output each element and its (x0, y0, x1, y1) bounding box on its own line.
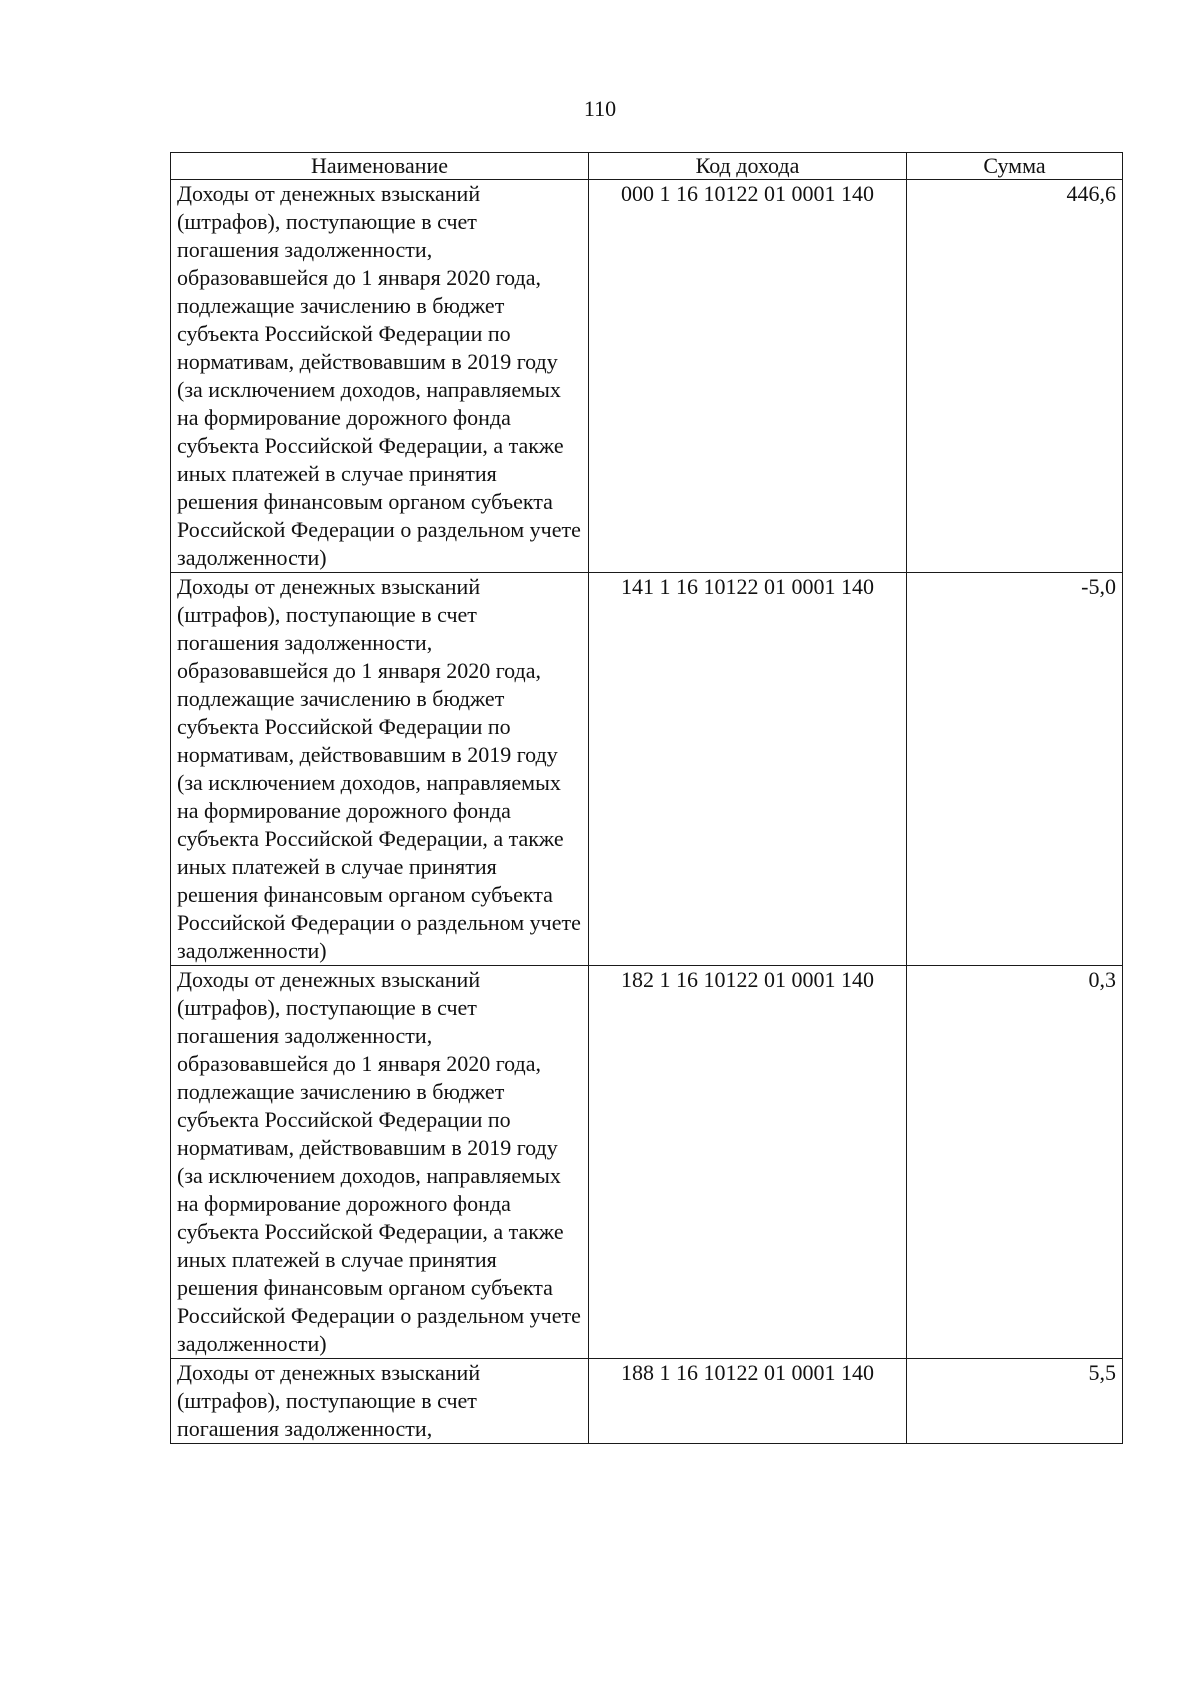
row-name: Доходы от денежных взысканий (штрафов), поступающие в счет погашения задолженности, образовавшейся до 1 января 2020 года, подлежащие зачислению в бюджет субъекта Российской Федерации по нормативам, действовавшим в 2019 году (за исключением доходов, направляемых на формирование дорожного фонда субъекта Российской Федерации, а также иных платежей в случае принятия решения финансовым органом субъекта Российской Федерации о раздельном учете задолженности) (171, 966, 589, 1359)
table-row (171, 966, 1123, 1359)
row-name: Доходы от денежных взысканий (штрафов), поступающие в счет погашения задолженности, образовавшейся до 1 января 2020 года, подлежащие зачислению в бюджет субъекта Российской Федерации по нормативам, действовавшим в 2019 году (за исключением доходов, направляемых на формирование дорожного фонда субъекта Российской Федерации, а также иных платежей в случае принятия решения финансовым органом субъекта Российской Федерации о раздельном учете задолженности) (171, 180, 589, 573)
table-row (171, 573, 1123, 966)
row-code: 141 1 16 10122 01 0001 140 (589, 573, 907, 966)
row-sum: 0,3 (907, 966, 1123, 1359)
row-sum: -5,0 (907, 573, 1123, 966)
header-sum: Сумма (907, 153, 1123, 180)
table-row (171, 1359, 1123, 1444)
header-code: Код дохода (589, 153, 907, 180)
table-header-row (171, 153, 1123, 180)
page-number: 110 (583, 96, 617, 121)
row-code: 188 1 16 10122 01 0001 140 (589, 1359, 907, 1444)
row-name: Доходы от денежных взысканий (штрафов), поступающие в счет погашения задолженности, образовавшейся до 1 января 2020 года, подлежащие зачислению в бюджет субъекта Российской Федерации по нормативам, действовавшим в 2019 году (за исключением доходов, направляемых на формирование дорожного фонда субъекта Российской Федерации, а также иных платежей в случае принятия решения финансовым органом субъекта Российской Федерации о раздельном учете задолженности) (171, 573, 589, 966)
row-code: 000 1 16 10122 01 0001 140 (589, 180, 907, 573)
revenue-table (170, 152, 1123, 1444)
row-name: Доходы от денежных взысканий (штрафов), поступающие в счет погашения задолженности, (171, 1359, 589, 1444)
row-sum: 5,5 (907, 1359, 1123, 1444)
table-row (171, 180, 1123, 573)
header-name: Наименование (171, 153, 589, 180)
row-sum: 446,6 (907, 180, 1123, 573)
row-code: 182 1 16 10122 01 0001 140 (589, 966, 907, 1359)
